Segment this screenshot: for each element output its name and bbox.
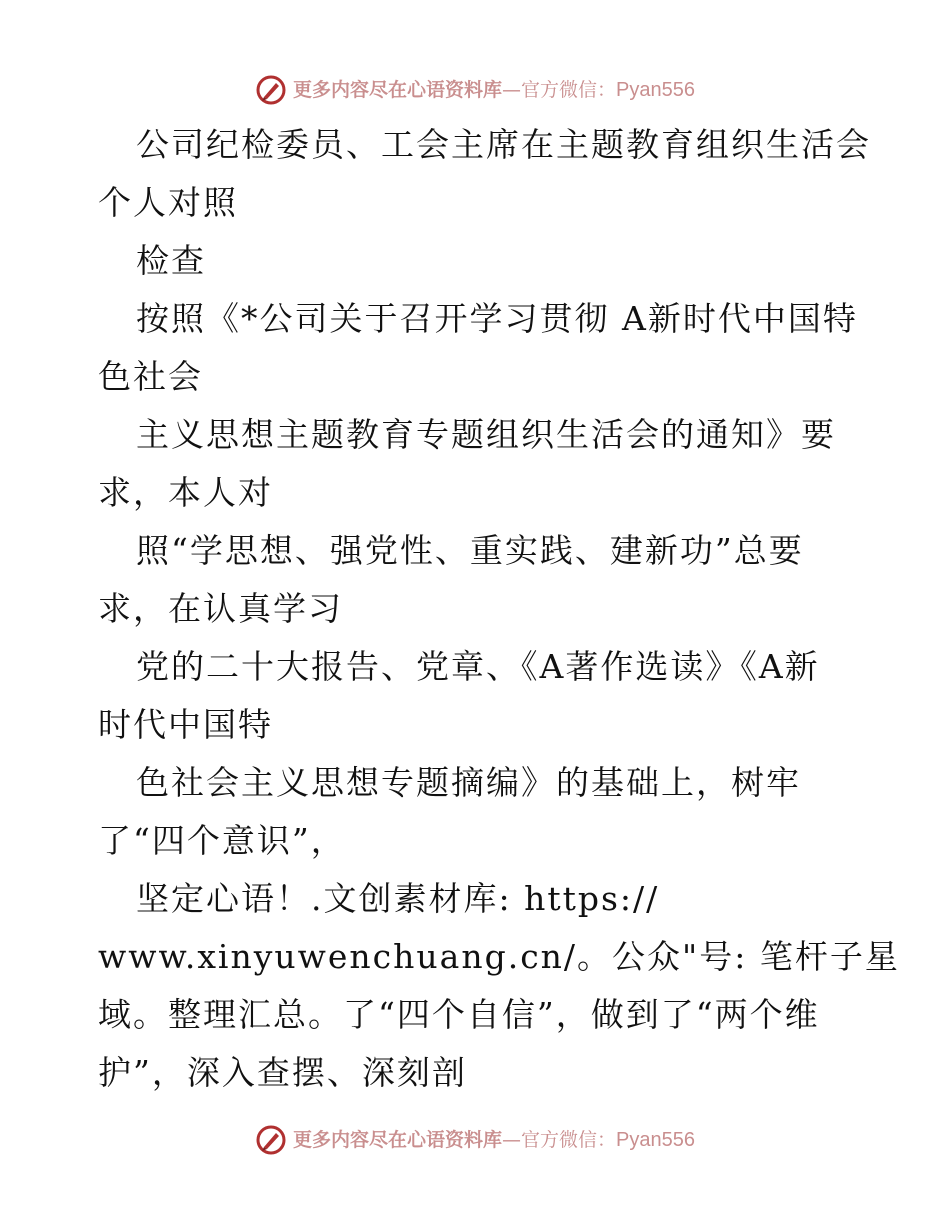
watermark-id: Pyan556 [616, 1129, 695, 1151]
watermark-main-text: 更多内容尽在心语资料库 [293, 1128, 503, 1151]
text-line: 了“四个意识”， [98, 821, 346, 860]
text-line: 求，本人对 [98, 473, 273, 512]
text-line: 个人对照 [98, 183, 238, 222]
document-body [98, 116, 898, 1102]
text-line: 公司纪检委员、工会主席在主题教育组织生活会 [136, 125, 871, 164]
text-line: 色社会主义思想专题摘编》的基础上，树牢 [136, 763, 801, 802]
text-line: 域。整理汇总。了“四个自信”，做到了“两个维 [98, 995, 820, 1034]
text-line: 党的二十大报告、党章、《A著作选读》《A新 [136, 647, 820, 686]
text-line: 时代中国特 [98, 705, 273, 744]
header-watermark [0, 70, 950, 110]
text-line: www.xinyuwenchuang.cn/。公众"号: 笔杆子星 [98, 937, 900, 976]
text-line: 色社会 [98, 357, 203, 396]
watermark-label: 官方微信： [521, 78, 617, 101]
quill-pen-logo-icon [255, 74, 287, 106]
text-line: 按照《*公司关于召开学习贯彻 A新时代中国特 [136, 299, 858, 338]
watermark-text [293, 1130, 695, 1150]
watermark-separator: — [502, 78, 522, 101]
watermark-id: Pyan556 [616, 79, 695, 101]
watermark-text [293, 80, 695, 100]
footer-watermark [0, 1120, 950, 1160]
quill-pen-logo-icon [255, 1124, 287, 1156]
watermark-separator: — [502, 1128, 522, 1151]
text-line: 坚定心语！.文创素材库: https:// [136, 879, 660, 918]
text-line: 主义思想主题教育专题组织生活会的通知》要 [136, 415, 836, 454]
watermark-main-text: 更多内容尽在心语资料库 [293, 78, 503, 101]
watermark-label: 官方微信： [521, 1128, 617, 1151]
text-line: 检查 [136, 241, 206, 280]
text-line: 护”，深入查摆、深刻剖 [98, 1053, 467, 1092]
text-line: 照“学思想、强党性、重实践、建新功”总要 [136, 531, 804, 570]
text-line: 求，在认真学习 [98, 589, 343, 628]
